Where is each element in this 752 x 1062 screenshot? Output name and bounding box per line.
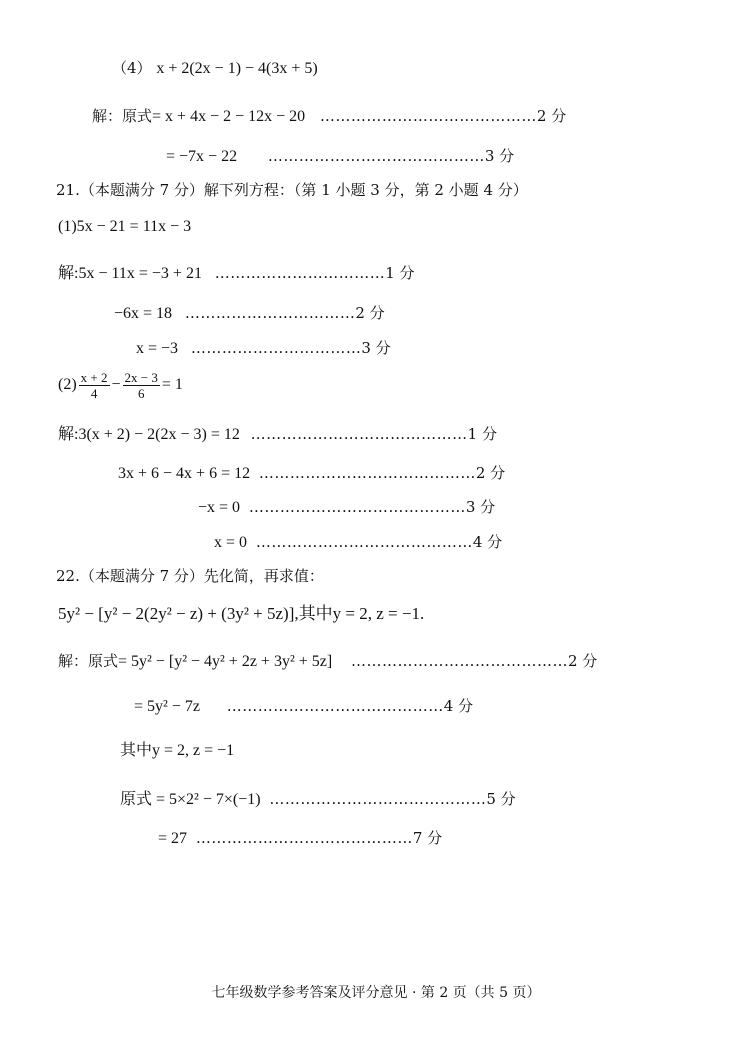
q21-part1-step3 [136,338,391,359]
q21-part2-step1 [58,424,497,445]
step-expr: 解:5x − 11x = −3 + 21 [58,265,202,282]
q22-step4 [120,789,516,810]
q20-4-problem [112,58,318,79]
step-expr: x = 0 [214,534,248,551]
score-label: 4 分 [472,533,503,551]
step-expr: 解:3(x + 2) − 2(2x − 3) = 12 [58,426,240,443]
score-label: 2 分 [536,107,567,125]
fraction-denominator: 4 [90,385,98,401]
q20-4-step2 [166,146,514,167]
q21-part1-step1 [58,263,415,284]
q21-part2-step3 [198,497,495,518]
equation-rhs: = 1 [161,376,183,393]
score-label: 5 分 [486,790,516,808]
q21-part2-step2 [118,463,505,484]
step-expr: = −7x − 22 [166,148,238,165]
score-dots: …………………………………… [255,533,473,551]
score-dots: …………………………………… [248,498,466,516]
score-dots: …………………………………… [267,147,485,165]
q22-step3: 其中y = 2, z = −1 [120,742,235,759]
step-expr: = 5y² − [y² − 4y² + 2z + 3y² + 5z] [118,653,333,670]
fraction-numerator: x + 2 [80,369,108,385]
q20-4-expr: x + 2(2x − 1) − 4(3x + 5) [156,60,318,77]
fraction [123,370,160,401]
step-expr: −x = 0 [198,499,241,516]
score-label: 3 分 [465,498,496,516]
q21-part1-step2 [114,303,385,324]
score-label: 1 分 [467,425,497,443]
solution-prefix: 解：原式 [92,107,153,125]
score-dots: …………………………………… [319,107,537,125]
solution-prefix: 解：原式 [58,652,119,670]
fraction-numerator: 2x − 3 [124,369,158,385]
score-label: 4 分 [443,697,474,715]
part-label: (2) [58,376,77,393]
step-expr: = x + 4x − 2 − 12x − 20 [152,108,306,125]
score-label: 3 分 [484,147,515,165]
q22-step1 [58,651,597,672]
q22-expression: 5y² − [y² − 2(2y² − z) + (3y² + 5z)],其中y = 2, z = −1. [58,604,425,623]
score-label: 2 分 [355,304,385,322]
score-label: 1 分 [385,264,415,282]
step-expr: −6x = 18 [114,305,173,322]
score-label: 2 分 [567,652,598,670]
score-dots: …………………………… [214,264,386,282]
score-label: 2 分 [475,464,506,482]
step-expr: x = −3 [136,340,179,357]
fraction-denominator: 6 [137,385,145,401]
q22-step5 [158,828,442,849]
step-expr: = 27 [158,830,188,847]
minus-sign: − [111,376,121,393]
q22-step2 [134,696,473,717]
score-dots: …………………………………… [250,425,468,443]
q20-4-step1 [92,106,566,127]
q21-part2-step4 [214,532,502,553]
score-dots: …………………………………… [195,829,413,847]
q22-title: 22.（本题满分 7 分）先化简，再求值： [56,567,324,585]
step-expr: 3x + 6 − 4x + 6 = 12 [118,465,251,482]
fraction [79,370,110,401]
page-footer: 七年级数学参考答案及评分意见 · 第 2 页（共 5 页） [211,985,541,1001]
q20-4-label: （4） [112,59,152,77]
step-expr: 原式 = 5×2² − 7×(−1) [120,791,261,808]
score-dots: …………………………………… [350,652,568,670]
q21-part2-equation [58,368,183,402]
step-expr: = 5y² − 7z [134,698,200,715]
score-dots: …………………………………… [269,790,487,808]
score-dots: …………………………………… [258,464,476,482]
score-dots: …………………………… [184,304,356,322]
q21-title: 21.（本题满分 7 分）解下列方程：（第 1 小题 3 分，第 2 小题 4 分） [56,181,528,199]
score-dots: …………………………………… [226,697,444,715]
q21-part1-equation: (1)5x − 21 = 11x − 3 [58,218,192,235]
score-label: 7 分 [412,829,443,847]
score-label: 3 分 [361,339,391,357]
score-dots: …………………………… [190,339,362,357]
